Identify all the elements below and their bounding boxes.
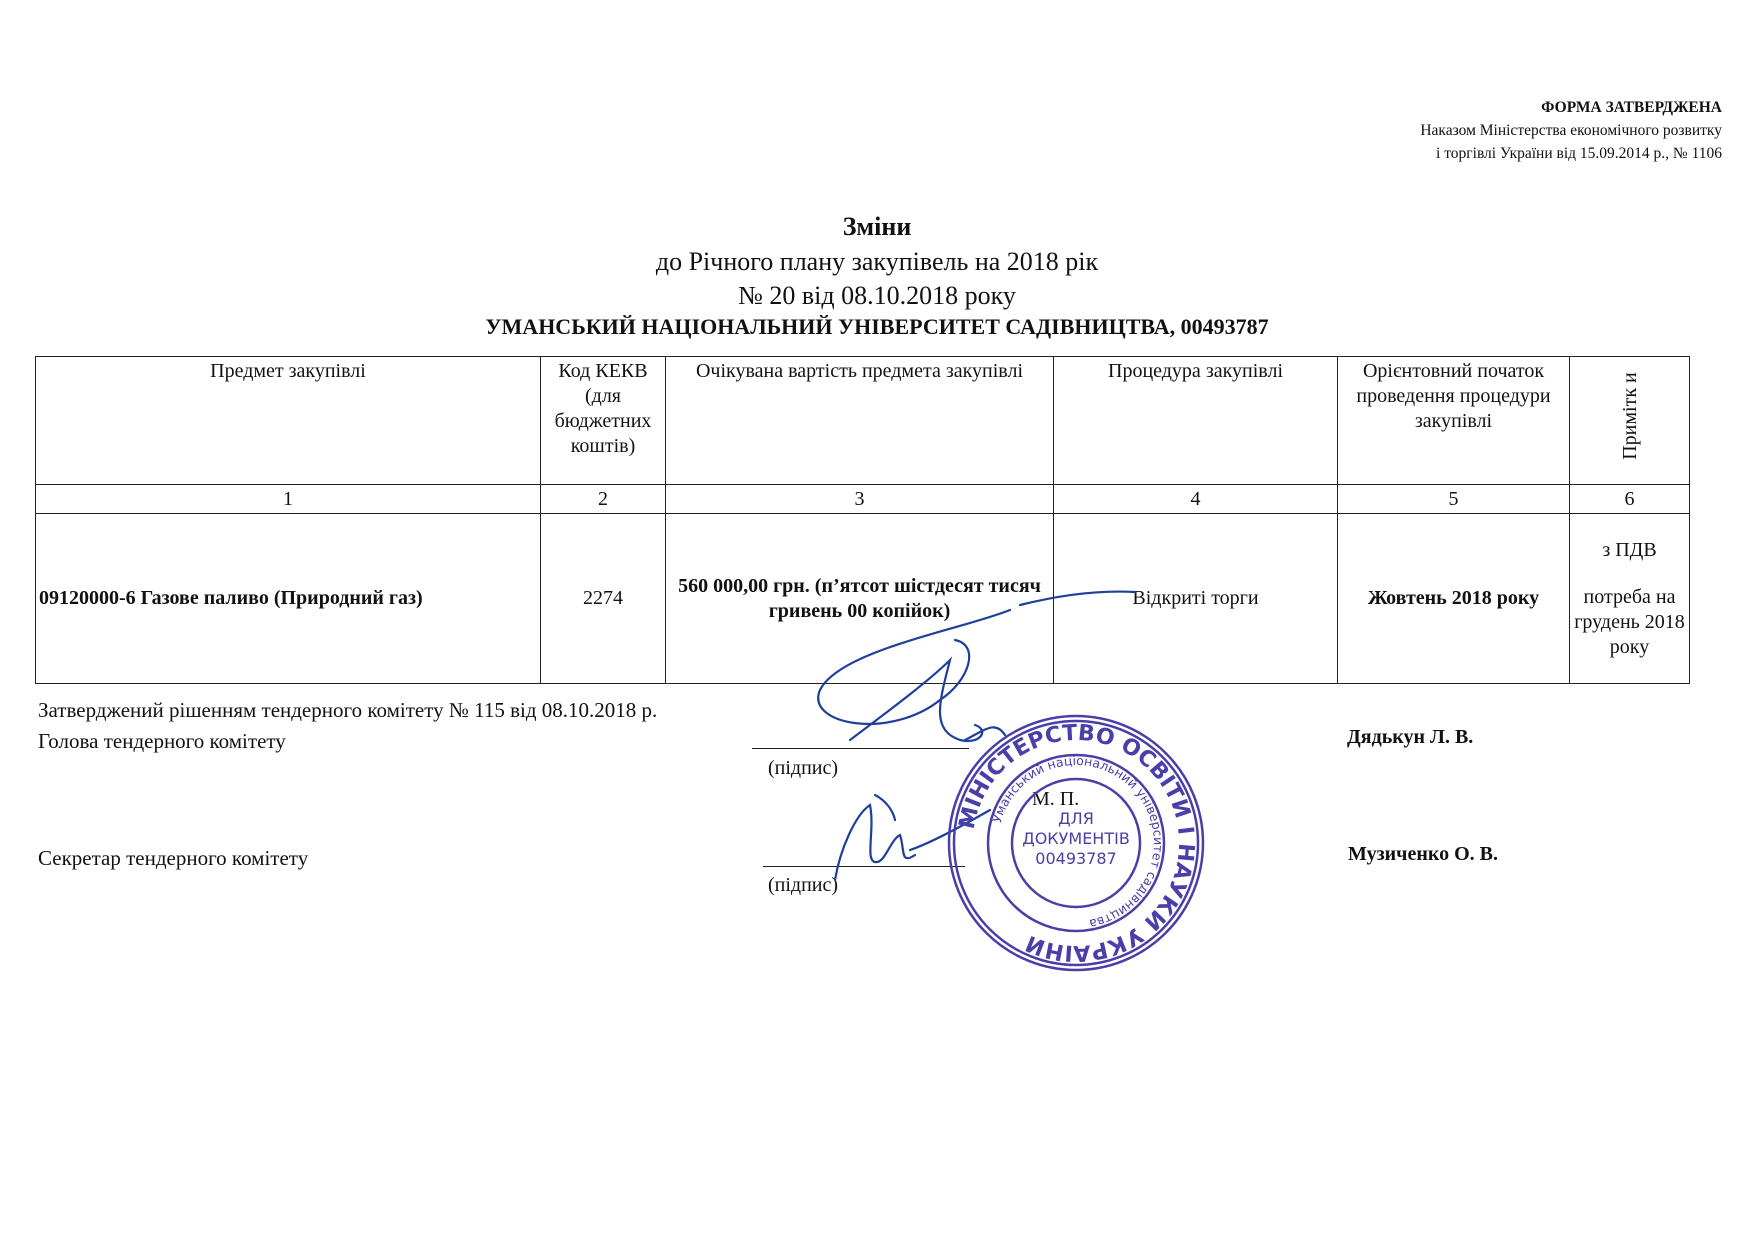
stamp-outer-text: МІНІСТЕРСТВО ОСВІТИ І НАУКИ УКРАЇНИ [954, 720, 1199, 966]
header-expected-cost: Очікувана вартість предмета закупівлі [666, 357, 1054, 485]
column-number: 6 [1570, 485, 1690, 514]
form-approval-block [1420, 96, 1722, 165]
chair-label: Голова тендерного комітету [38, 729, 286, 753]
chair-signature-line [752, 748, 969, 749]
table-header-row [36, 357, 1690, 485]
stamp-center-line2: ДОКУМЕНТІВ [1022, 829, 1130, 848]
header-kekv: Код КЕКВ (для бюджетних коштів) [541, 357, 666, 485]
header-procedure: Процедура закупівлі [1054, 357, 1338, 485]
official-stamp [945, 712, 1207, 974]
cell-expected-cost: 560 000,00 грн. (п’ятсот шістдесят тисяч гривень 00 копійок) [666, 514, 1054, 684]
header-notes [1570, 357, 1690, 485]
column-number: 4 [1054, 485, 1338, 514]
form-approval-line1: Наказом Міністерства економічного розвитку [1420, 122, 1722, 139]
stamp-center-line1: ДЛЯ [1058, 809, 1094, 828]
procurement-table [35, 356, 1690, 684]
seal-mark: М. П. [1032, 788, 1080, 810]
column-number: 3 [666, 485, 1054, 514]
document-titles [0, 210, 1754, 341]
document-title: Зміни [842, 212, 912, 241]
cell-start: Жовтень 2018 року [1338, 514, 1570, 684]
form-approval-heading: ФОРМА ЗАТВЕРДЖЕНА [1541, 99, 1722, 116]
table-row [36, 514, 1690, 684]
chair-signature-caption: (підпис) [768, 757, 839, 779]
column-number: 2 [541, 485, 666, 514]
cell-notes-line2: потреба на грудень 2018 року [1574, 585, 1685, 658]
secretary-signature-line [763, 866, 965, 867]
table-column-numbers-row [36, 485, 1690, 514]
column-number: 1 [36, 485, 541, 514]
stamp-inner-text: Уманський національний університет садівництва [988, 752, 1167, 932]
secretary-name: Музиченко О. В. [1348, 843, 1499, 865]
approval-text: Затверджений рішенням тендерного комітету № 115 від 08.10.2018 р. [38, 698, 658, 722]
document-number-line: № 20 від 08.10.2018 року [738, 281, 1016, 310]
chair-name: Дядькун Л. В. [1347, 726, 1474, 748]
document-subtitle: до Річного плану закупівель на 2018 рік [655, 247, 1099, 276]
cell-notes-line1: з ПДВ [1602, 538, 1657, 561]
organization-name: УМАНСЬКИЙ НАЦІОНАЛЬНИЙ УНІВЕРСИТЕТ САДІВНИЦТВА, 00493787 [485, 314, 1269, 339]
stamp-center-line3: 00493787 [1035, 849, 1117, 868]
secretary-label: Секретар тендерного комітету [38, 846, 309, 870]
form-approval-line2: і торгівлі України від 15.09.2014 р., № 1106 [1436, 145, 1722, 162]
secretary-signature-caption: (підпис) [768, 874, 839, 896]
cell-kekv: 2274 [541, 514, 666, 684]
cell-subject: 09120000-6 Газове паливо (Природний газ) [36, 514, 541, 684]
header-start: Орієнтовний початок проведення процедури закупівлі [1338, 357, 1570, 485]
column-number: 5 [1338, 485, 1570, 514]
header-subject: Предмет закупівлі [36, 357, 541, 485]
cell-notes [1570, 514, 1690, 684]
header-notes-label: Примітк и [1618, 372, 1641, 460]
cell-procedure: Відкриті торги [1054, 514, 1338, 684]
